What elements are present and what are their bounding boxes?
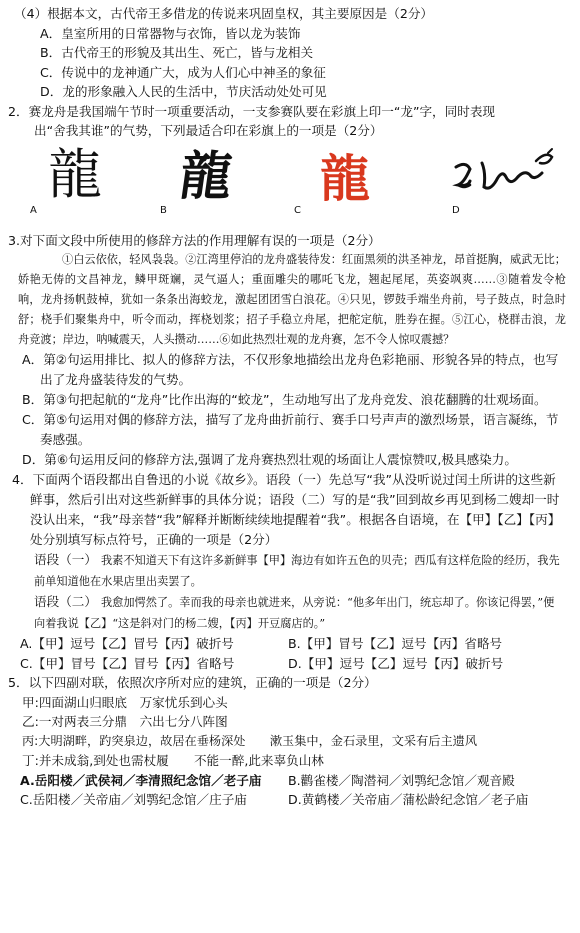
q5-couplet-jia: 甲:四面湖山归眼底 万家忧乐到心头 xyxy=(22,694,228,710)
q2-label-c: C xyxy=(294,204,301,216)
q4-segment-1-text: 我素不知道天下有这许多新鲜事【甲】海边有如许五色的贝壳；西瓜有这样危险的经历，我先前单知道他在水果店里出卖罢了。 xyxy=(34,554,560,588)
q4sub-stem: （4）根据本文，古代帝王多借龙的传说来巩固皇权，其主要原因是（2分） xyxy=(14,6,434,21)
q2-stem-line2: 出“舍我其谁”的气势，下列最适合印在彩旗上的一项是（2分） xyxy=(34,123,383,138)
q4sub-option-b: B．古代帝王的形貌及其出生、死亡，皆与龙相关 xyxy=(40,45,314,60)
q5-option-b: B.鹳雀楼／陶潜祠／刘鹗纪念馆／观音殿 xyxy=(288,772,515,788)
q2-glyph-b: 龍 xyxy=(175,146,235,207)
q2-stem-line1: 2．赛龙舟是我国端午节时一项重要活动，一支参赛队要在彩旗上印一“龙”字，同时表现 xyxy=(8,103,496,119)
q4-stem: 4．下面两个语段都出自鲁迅的小说《故乡》。语段（一）先总写“我”从没听说过闰土所讲的这些新鲜事，然后引出对这些新鲜事的具体分说；语段（二）写的是“我”回到故乡再见到杨二嫂却一时没认出来，“我”母亲替“我”解释并断断续续地提醒着“我”。根据各自语境，在【甲】【乙】【丙】处分别填写标点符号，正确的一项是（2分） xyxy=(12,472,561,547)
q5-option-c: C.岳阳楼／关帝庙／刘鹗纪念馆／庄子庙 xyxy=(20,792,247,807)
q4-option-d: D.【甲】逗号【乙】逗号【丙】破折号 xyxy=(288,655,504,671)
q5-stem: 5．以下四副对联，依照次序所对应的建筑，正确的一项是（2分） xyxy=(8,675,377,690)
q5-couplet-bing: 丙:大明湖畔，趵突泉边，故居在垂杨深处 漱玉集中，金石录里，文采有后主遗风 xyxy=(22,733,478,748)
q4-options-row-2 xyxy=(8,654,572,674)
q4-option-a: A.【甲】逗号【乙】冒号【丙】破折号 xyxy=(20,636,234,651)
q3-option-c: C．第⑤句运用对偶的修辞方法，描写了龙舟曲折前行、赛手口号声声的激烈场景，语言凝练，节奏感强。 xyxy=(22,412,559,447)
q2-label-b: B xyxy=(160,204,167,216)
q3-stem: 3.对下面文段中所使用的修辞方法的作用理解有误的一项是（2分） xyxy=(8,232,381,248)
q4-options-row-1 xyxy=(8,634,572,654)
q2-label-d: D xyxy=(452,204,460,216)
q5-option-a: A.岳阳楼／武侯祠／李清照纪念馆／老子庙 xyxy=(20,772,262,788)
q3-option-d: D．第⑥句运用反问的修辞方法,强调了龙舟赛热烈壮观的场面让人震惊赞叹,极具感染力。 xyxy=(22,452,517,467)
q2-calligraphy-options xyxy=(8,142,572,223)
q3-option-b: B．第③句把起航的“龙舟”比作出海的“蛟龙”，生动地写出了龙舟竞发、浪花翻腾的壮观场面。 xyxy=(22,392,547,407)
q3-passage: ①白云依依，轻风袅袅。②江湾里停泊的龙舟盛装待发：红面黑须的洪圣神龙，昂首挺胸，威武无比；娇艳无俦的文昌神龙，鳞甲斑斓，灵气逼人；重面雕尖的哪吒飞龙，翘起尾尾，英姿飒爽……③随着发令枪响，龙舟扬帆鼓棹，犹如一条条出海蛟龙，激起团团雪白浪花。④只见，锣鼓手端坐舟前，号子鼓点，时急时舒；桡手们聚集舟中，听令而动，挥桡划浆；招子手稳立舟尾，把舵定航，胜券在握。⑤江心，桡群击浪，龙舟竞渡；岸边，呐喊震天，人头攒动……⑥如此热烈壮观的龙舟赛，怎不令人惊叹震撼？ xyxy=(18,253,566,346)
q4-segment-2-text: 我愈加愕然了。幸而我的母亲也就进来，从旁说：“他多年出门，统忘却了。你该记得罢，”便向着我说【乙】“这是斜对门的杨二嫂，【丙】开豆腐店的。” xyxy=(34,596,555,630)
q4-segment-2 xyxy=(8,592,572,634)
q5-options-row-2 xyxy=(8,790,572,810)
q4-option-b: B.【甲】冒号【乙】逗号【丙】省略号 xyxy=(288,636,503,651)
q5-couplet-ding: 丁:并未成翁,到处也需杖履 不能一醉,此来辜负山林 xyxy=(22,753,324,768)
q5-option-d: D.黄鹤楼／关帝庙／蒲松龄纪念馆／老子庙 xyxy=(288,792,529,807)
q4-segment-2-label: 语段（二） xyxy=(34,594,97,609)
q2-glyph-d-cursive xyxy=(448,145,558,205)
q2-label-a: A xyxy=(30,204,37,216)
q3-option-a: A．第②句运用排比、拟人的修辞方法，不仅形象地描绘出龙舟色彩艳丽、形貌各异的特点，也写出了龙舟盛装待发的气势。 xyxy=(22,352,559,387)
q4-segment-1 xyxy=(8,550,572,592)
q4sub-option-a: A．皇室所用的日常器物与衣饰，皆以龙为装饰 xyxy=(40,25,301,41)
q2-glyph-c: 龍 xyxy=(320,149,370,208)
q5-couplet-yi: 乙:一对两表三分鼎 六出七分八阵图 xyxy=(22,714,228,729)
q4-option-c: C.【甲】冒号【乙】冒号【丙】省略号 xyxy=(20,655,235,671)
q4sub-option-d: D．龙的形象融入人民的生活中，节庆活动处处可见 xyxy=(40,84,327,99)
q4sub-option-c: C．传说中的龙神通广大，成为人们心中神圣的象征 xyxy=(40,64,326,80)
q5-options-row-1 xyxy=(8,771,572,791)
q2-glyph-a: 龍 xyxy=(48,142,102,206)
q4-segment-1-label: 语段（一） xyxy=(34,552,97,567)
